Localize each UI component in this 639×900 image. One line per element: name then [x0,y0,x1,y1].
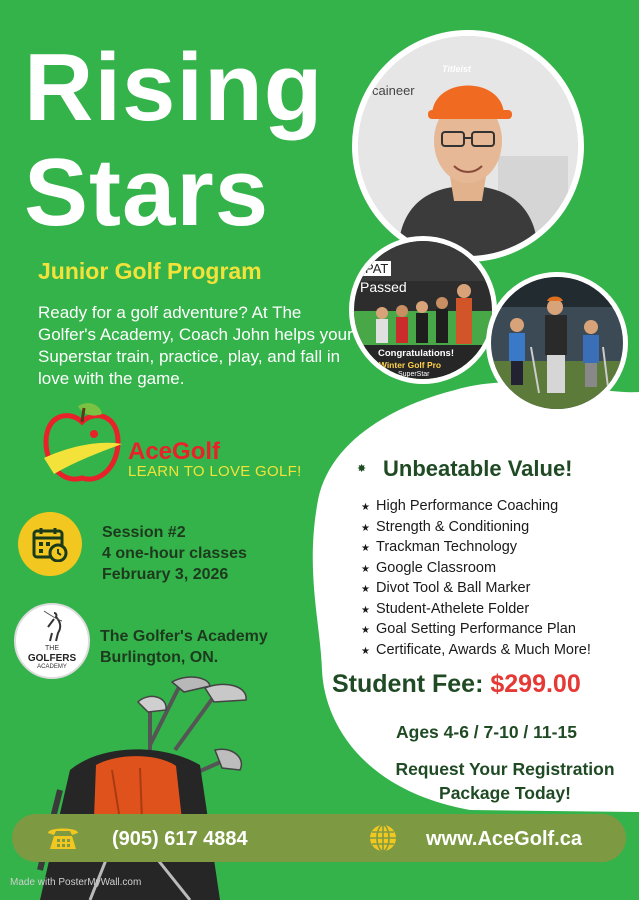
feature-item: ★ High Performance Coaching [361,497,591,518]
kids-photo [486,272,628,414]
feature-item: ★ Student-Athelete Folder [361,600,591,621]
student-fee [332,670,581,699]
star-bullet-icon: ★ [361,543,370,554]
calendar-clock-icon [32,526,68,562]
fee-label: Student Fee: [332,670,484,698]
coach-photo [352,30,584,262]
fee-price: $299.00 [490,670,581,698]
request-line-1: Request Your Registration [395,759,615,779]
academy-logo-line3: ACADEMY [37,664,67,670]
watermark: Made with PosterMyWall.com [10,877,142,888]
star-bullet-icon: ★ [361,563,370,575]
team-superstar-text: SuperStar [398,371,430,378]
golf-bag-illustration [0,670,260,900]
session-classes: 4 one-hour classes [102,545,247,562]
feature-item: ★ Strength & Conditioning [361,518,591,539]
academy-logo-line1: THE [45,645,59,652]
feature-item: ★ Divot Tool & Ball Marker [361,579,591,600]
academy-name: The Golfer's Academy [100,628,268,645]
value-title: Unbeatable Value! [383,456,573,481]
cap-logo-text: Titleist [442,64,471,74]
team-photo [349,236,497,384]
title-line-2: Stars [24,139,270,246]
globe-icon[interactable] [368,823,398,853]
subtitle: Junior Golf Program [38,258,262,284]
golfers-academy-logo [14,603,90,679]
kids-golf-icon [491,277,623,409]
team-sign-pat: PAT [362,261,391,276]
star-bullet-icon: ★ [361,645,370,657]
age-groups: Ages 4-6 / 7-10 / 11-15 [396,722,577,742]
acegolf-logo [40,400,340,490]
feature-item: ★ Trackman Technology [361,538,591,559]
website-link[interactable]: www.AceGolf.ca [426,828,582,850]
star-bullet-icon: ★ [361,625,370,636]
session-date: February 3, 2026 [102,566,229,583]
star-bullet-icon: ★ [361,522,370,534]
value-bullet-icon: ✸ [357,463,367,475]
star-bullet-icon: ★ [361,502,370,513]
star-bullet-icon: ★ [361,584,370,595]
apple-golfer-icon [40,400,125,490]
calendar-badge [18,512,82,576]
star-bullet-icon: ★ [361,604,370,616]
feature-item: ★ Google Classroom [361,559,591,580]
brand-name: AceGolf [128,438,221,465]
team-congrats-text: Congratulations! [378,348,454,359]
request-line-2: Package Today! [439,783,571,803]
title-line-1: Rising [24,34,324,141]
academy-location: Burlington, ON. [100,649,219,666]
registration-cta [380,757,630,805]
phone-number[interactable]: (905) 617 4884 [112,828,248,850]
phone-icon[interactable] [46,825,80,851]
team-sign-passed: Passed [360,279,407,295]
golfer-silhouette-icon [42,609,66,643]
feature-item: ★ Certificate, Awards & Much More! [361,641,591,662]
contact-footer [12,814,626,862]
session-number: Session #2 [102,524,186,541]
banner-text: caineer [372,83,415,98]
brand-tagline: LEARN TO LOVE GOLF! [128,463,302,480]
academy-logo-line2: GOLFERS [27,653,77,664]
feature-list [361,497,591,661]
intro-paragraph: Ready for a golf adventure? At The Golfer's Academy, Coach John helps your Superstar train, practice, play, and fall in love with the game. [38,303,353,388]
team-program-text: er-Winter Golf Pro [368,360,442,370]
feature-item: ★ Goal Setting Performance Plan [361,620,591,641]
